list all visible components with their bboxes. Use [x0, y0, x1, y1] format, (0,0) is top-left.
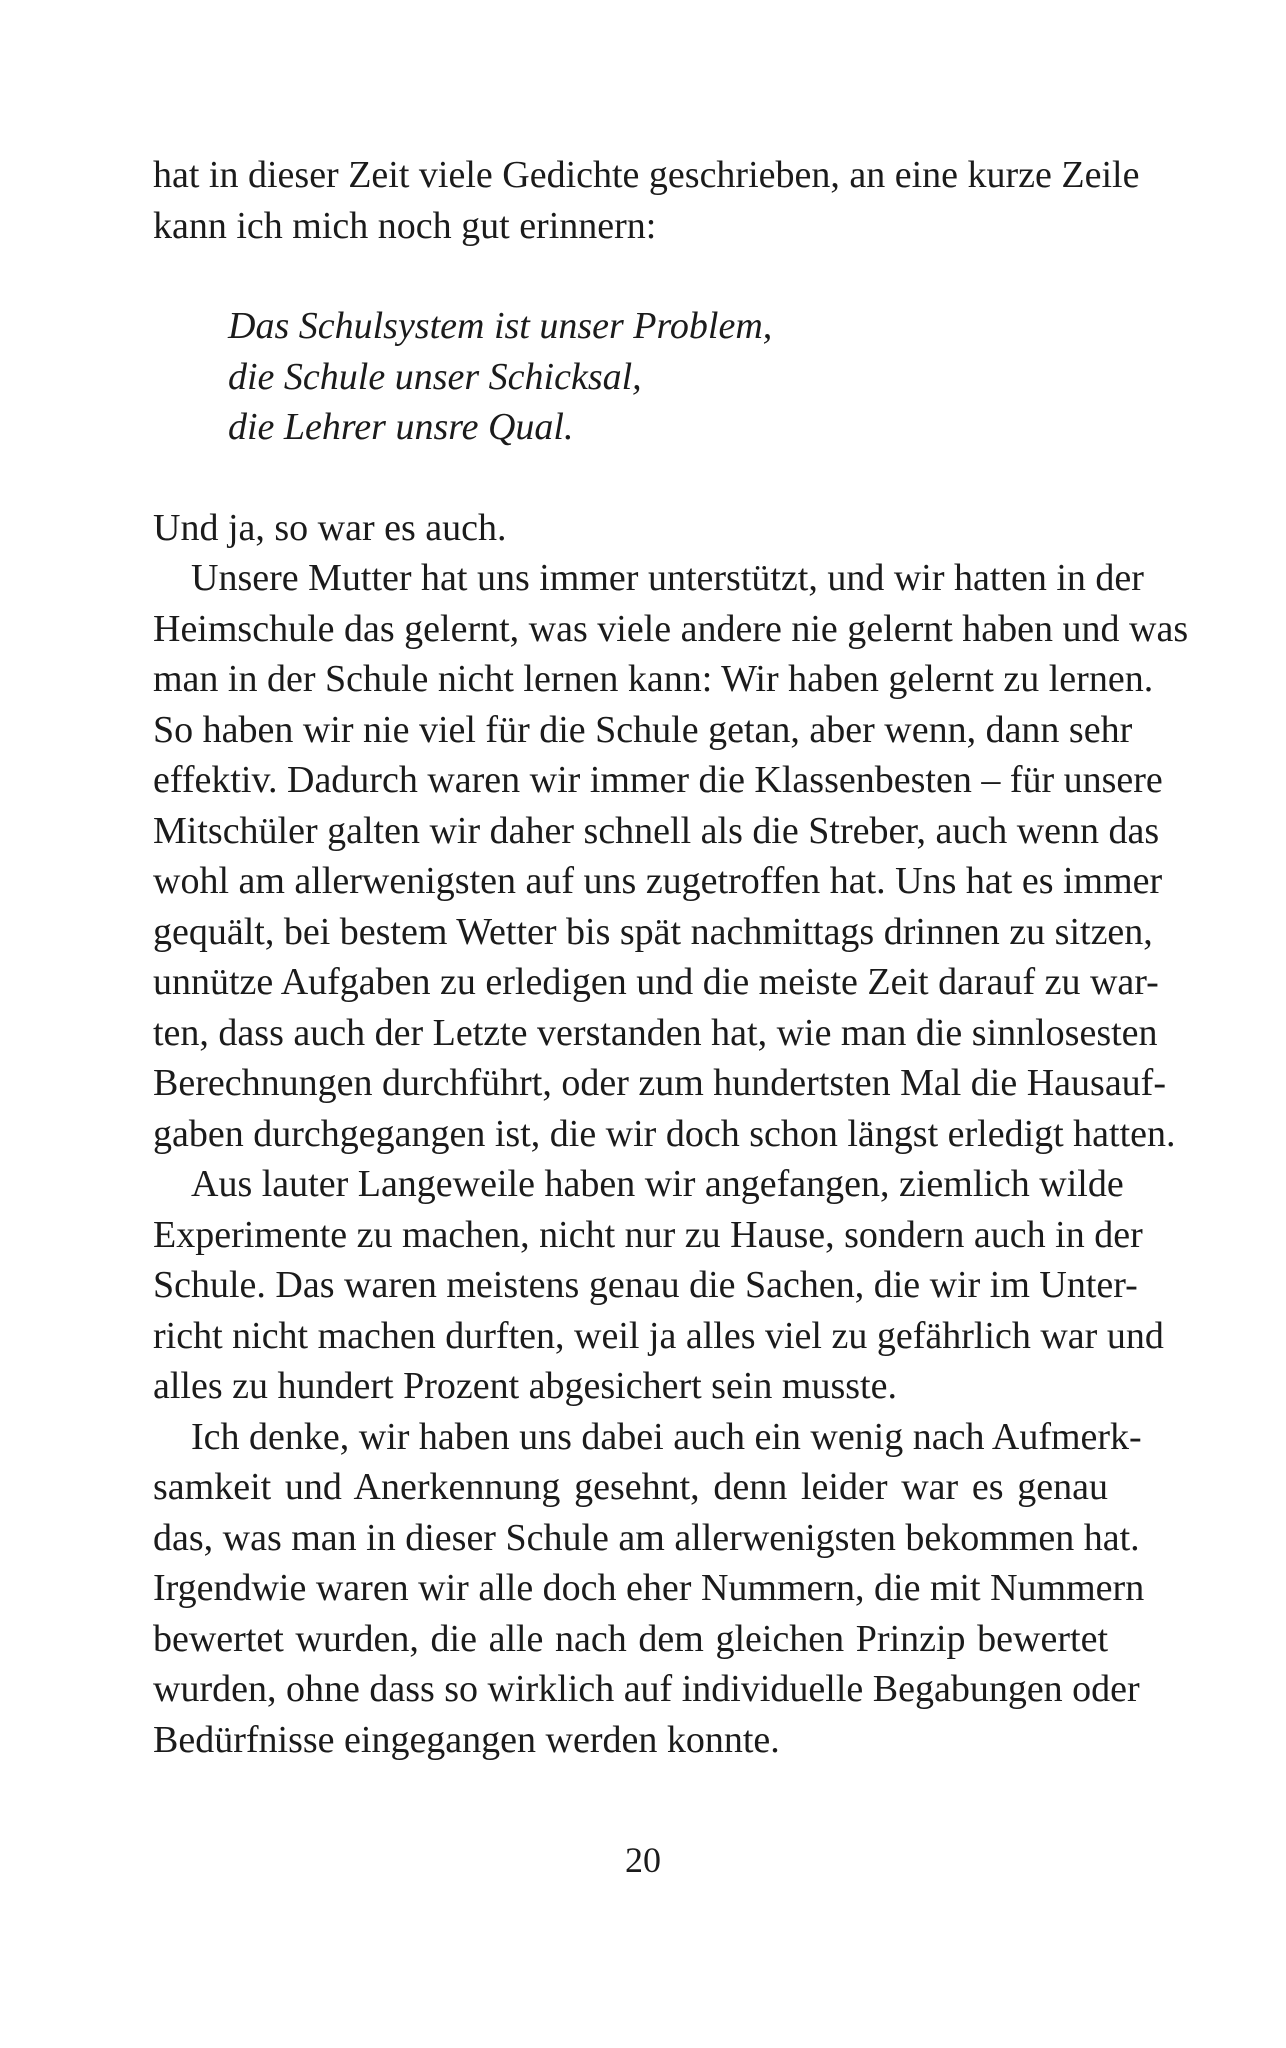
text-line: gaben durchgegangen ist, die wir doch schon längst erledigt hatten.	[153, 1112, 1176, 1155]
poem-line: die Lehrer unsre Qual.	[228, 406, 574, 448]
text-line: Heimschule das gelernt, was viele andere nie gelernt haben und was	[153, 607, 1189, 650]
text-line: bewertet wurden, die alle nach dem gleichen Prinzip bewertet	[153, 1617, 1108, 1660]
opening-paragraph	[153, 150, 1140, 251]
text-line: Schule. Das waren meistens genau die Sachen, die wir im Unter-	[153, 1264, 1138, 1306]
book-page-text	[153, 150, 1189, 1765]
poem-line: Das Schulsystem ist unser Problem,	[228, 305, 773, 347]
text-line: Bedürfnisse eingegangen werden konnte.	[153, 1718, 780, 1761]
text-line: So haben wir nie viel für die Schule getan, aber wenn, dann sehr	[153, 708, 1133, 751]
text-line: Irgendwie waren wir alle doch eher Nummern, die mit Nummern	[153, 1567, 1145, 1609]
text-line: ten, dass auch der Letzte verstanden hat, wie man die sinnlosesten	[153, 1011, 1158, 1054]
page-number: 20	[625, 1840, 661, 1880]
text-line: alles zu hundert Prozent abgesichert sein musste.	[153, 1365, 897, 1407]
paragraph-experiments	[153, 1159, 1164, 1412]
paragraph-attention	[153, 1412, 1145, 1766]
text-line: gequält, bei bestem Wetter bis spät nachmittags drinnen zu sitzen,	[153, 910, 1153, 953]
poem-line: die Schule unser Schicksal,	[228, 355, 642, 398]
text-line: Ich denke, wir haben uns dabei auch ein wenig nach Aufmerk-	[191, 1415, 1142, 1458]
text-line: hat in dieser Zeit viele Gedichte geschrieben, an eine kurze Zeile	[153, 154, 1140, 196]
text-line: wohl am allerwenigsten auf uns zugetroffen hat. Uns hat es immer	[153, 860, 1163, 902]
text-line: samkeit und Anerkennung gesehnt, denn leider war es genau	[153, 1466, 1108, 1508]
text-line: Und ja, so war es auch.	[153, 506, 507, 549]
text-line: Experimente zu machen, nicht nur zu Hause, sondern auch in der	[153, 1213, 1143, 1256]
text-line: richt nicht machen durften, weil ja alles viel zu gefährlich war und	[153, 1314, 1164, 1357]
text-line: man in der Schule nicht lernen kann: Wir haben gelernt zu lernen.	[153, 658, 1154, 700]
text-line: unnütze Aufgaben zu erledigen und die meiste Zeit darauf zu war-	[153, 961, 1159, 1003]
text-line: Berechnungen durchführt, oder zum hundertsten Mal die Hausauf-	[153, 1062, 1166, 1104]
text-line: kann ich mich noch gut erinnern:	[153, 204, 657, 247]
paragraph-mother-support	[153, 553, 1189, 1159]
text-line: Mitschüler galten wir daher schnell als die Streber, auch wenn das	[153, 809, 1160, 852]
text-line: wurden, ohne dass so wirklich auf individuelle Begabungen oder	[153, 1668, 1140, 1710]
text-line: Unsere Mutter hat uns immer unterstützt, und wir hatten in der	[191, 557, 1144, 599]
poem-quote	[153, 301, 1108, 453]
paragraph-short	[153, 503, 1108, 554]
text-line: effektiv. Dadurch waren wir immer die Klassenbesten – für unsere	[153, 759, 1163, 801]
text-line: Aus lauter Langeweile haben wir angefangen, ziemlich wilde	[191, 1163, 1124, 1205]
text-line: das, was man in dieser Schule am allerwenigsten bekommen hat.	[153, 1516, 1140, 1559]
